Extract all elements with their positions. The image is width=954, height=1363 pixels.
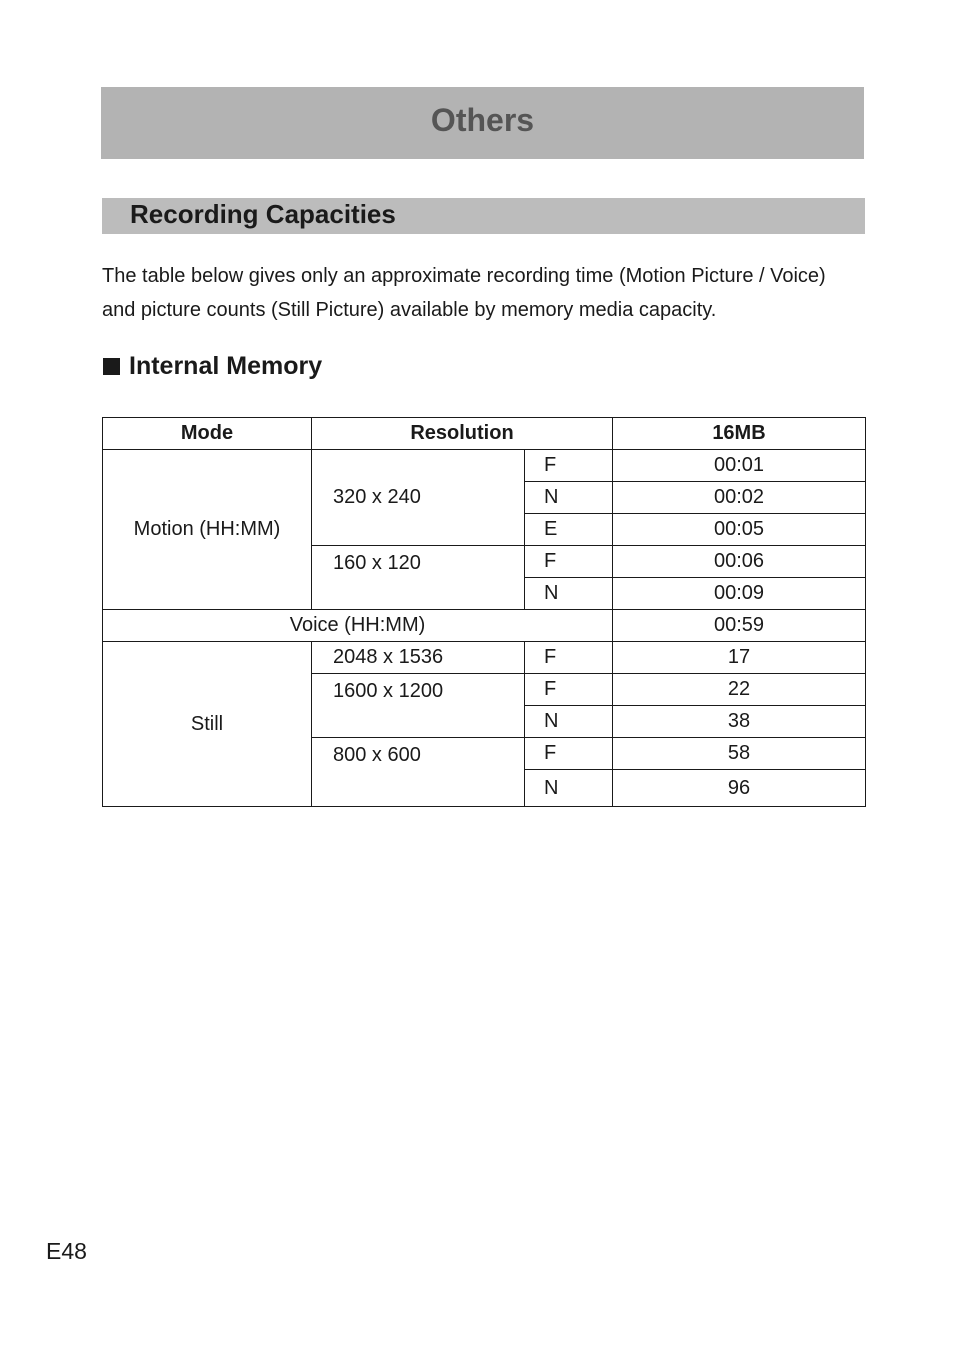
quality-cell: F [525,642,613,674]
intro-paragraph [102,259,882,327]
value-cell: 00:02 [613,482,866,514]
header-mode: Mode [103,418,312,450]
black-square-icon [103,358,120,375]
header-capacity: 16MB [613,418,866,450]
resolution-1600x1200: 1600 x 1200 [312,674,525,738]
intro-line-1: The table below gives only an approximate recording time (Motion Picture / Voice) [102,265,826,287]
value-cell: 58 [613,738,866,770]
value-cell: 38 [613,706,866,738]
mode-still: Still [103,642,312,807]
mode-voice: Voice (HH:MM) [103,610,613,642]
value-cell: 17 [613,642,866,674]
quality-cell: F [525,674,613,706]
value-cell: 00:59 [613,610,866,642]
quality-cell: N [525,578,613,610]
value-cell: 22 [613,674,866,706]
value-cell: 00:09 [613,578,866,610]
value-cell: 96 [613,770,866,807]
subsection-heading [103,352,322,381]
value-cell: 00:06 [613,546,866,578]
chapter-title-band [101,87,864,159]
resolution-800x600: 800 x 600 [312,738,525,807]
resolution-2048x1536: 2048 x 1536 [312,642,525,674]
quality-cell: F [525,546,613,578]
section-title: Recording Capacities [130,199,396,229]
quality-cell: E [525,514,613,546]
quality-cell: F [525,738,613,770]
table-row [103,610,866,642]
quality-cell: N [525,706,613,738]
quality-cell: F [525,450,613,482]
recording-capacity-table [102,417,866,807]
value-cell: 00:01 [613,450,866,482]
resolution-160x120: 160 x 120 [312,546,525,610]
header-resolution: Resolution [312,418,613,450]
subsection-title: Internal Memory [129,352,323,380]
table-row [103,450,866,482]
mode-motion: Motion (HH:MM) [103,450,312,610]
page-number: E48 [46,1238,87,1264]
quality-cell: N [525,770,613,807]
resolution-320x240: 320 x 240 [312,450,525,546]
intro-line-2: and picture counts (Still Picture) available by memory media capacity. [102,299,717,321]
value-cell: 00:05 [613,514,866,546]
table-header-row [103,418,866,450]
table-row [103,642,866,674]
section-title-band [102,198,865,234]
quality-cell: N [525,482,613,514]
chapter-title: Others [430,101,535,138]
